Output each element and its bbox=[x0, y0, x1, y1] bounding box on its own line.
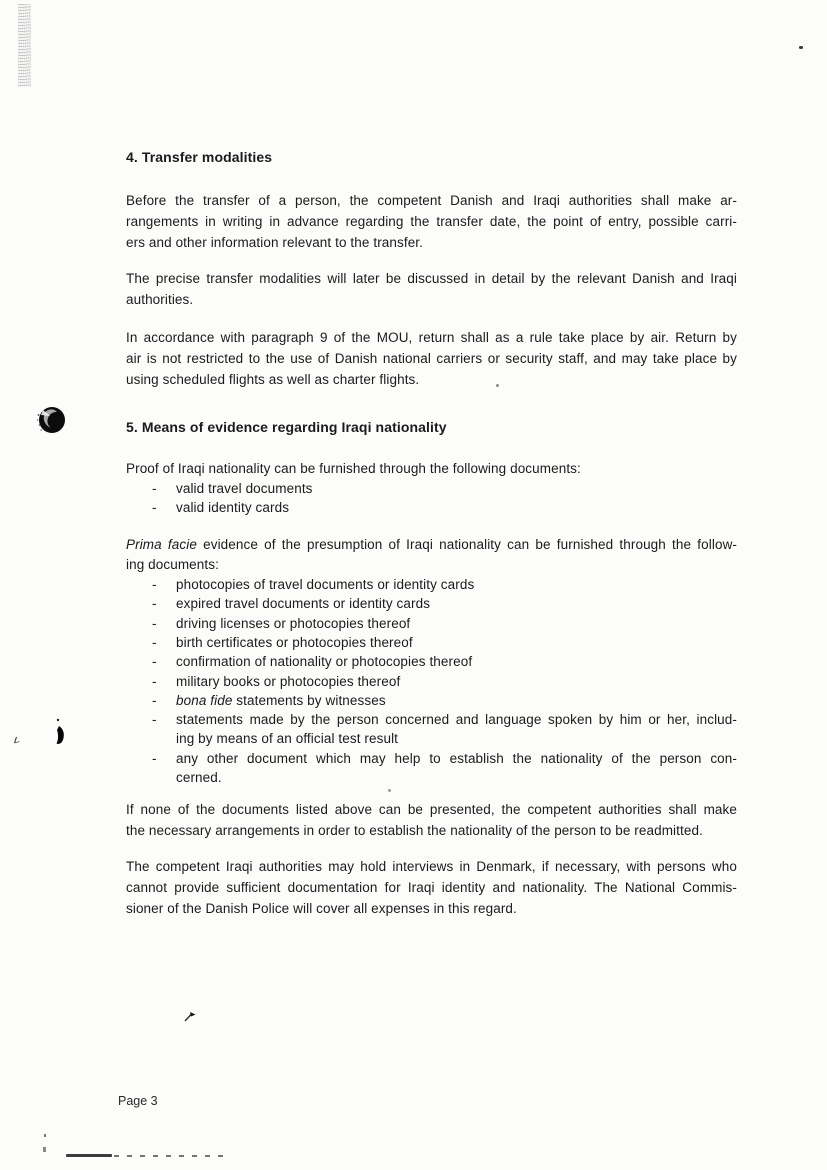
list-item-any-other-document: - any other document which may help to establish the nationality of the person con- cerned. bbox=[152, 750, 737, 786]
dash-bullet: - bbox=[152, 634, 157, 650]
scan-artifact-speck bbox=[43, 1147, 46, 1152]
latin-term: Prima facie bbox=[126, 537, 197, 553]
section-heading-transfer-modalities: 4. Transfer modalities bbox=[126, 149, 273, 165]
list-item-text: photocopies of travel documents or identity cards bbox=[176, 577, 475, 593]
section-heading-means-of-evidence: 5. Means of evidence regarding Iraqi nationality bbox=[126, 419, 447, 435]
dash-bullet: - bbox=[152, 654, 157, 670]
dash-bullet: - bbox=[152, 673, 157, 689]
scan-artifact-speck bbox=[44, 1134, 46, 1137]
scan-artifact-ink-comma bbox=[48, 716, 68, 750]
scan-artifact-ink-blob bbox=[36, 402, 66, 438]
scan-artifact-speck-mark bbox=[13, 734, 22, 745]
dash-bullet: - bbox=[152, 596, 157, 612]
list-item bbox=[126, 594, 737, 613]
list-item-statements: - statements made by the person concerned and language spoken by him or her, includ- ing by means of an official test result bbox=[152, 712, 737, 747]
paragraph-proof-intro: Proof of Iraqi nationality can be furnished through the following documents: bbox=[126, 461, 581, 476]
latin-term: bona fide bbox=[176, 692, 233, 708]
list-item-text: military books or photocopies thereof bbox=[176, 673, 401, 689]
paragraph-transfer-arrangements: Before the transfer of a person, the competent Danish and Iraqi authorities shall make ar- rangements in writing in advance regarding the transfer date, the point of entry, possible carri- ers and other information relevant to the transfer. bbox=[126, 193, 737, 250]
paragraph-interviews-in-denmark: The competent Iraqi authorities may hold interviews in Denmark, if necessary, with persons who cannot provide sufficient documentation for Iraqi identity and nationality. The National Commis- sioner of the Danish Police will cover all expenses in this regard. bbox=[126, 859, 737, 917]
dash-bullet: - bbox=[152, 499, 157, 515]
list-item-text: expired travel documents or identity cards bbox=[176, 596, 431, 612]
dash-bullet: - bbox=[152, 480, 157, 496]
list-item-text: statements by witnesses bbox=[232, 692, 386, 708]
list-item bbox=[126, 652, 737, 671]
scan-artifact-bottom-smudge bbox=[66, 1151, 226, 1159]
list-item-text: confirmation of nationality or photocopies thereof bbox=[176, 654, 473, 670]
dash-bullet: - bbox=[152, 577, 157, 593]
paragraph-prima-facie-intro: Prima facie evidence of the presumption of Iraqi nationality can be furnished through the follow- ing documents: bbox=[126, 537, 738, 573]
scan-artifact-binding-strip bbox=[18, 4, 31, 87]
list-item bbox=[126, 672, 737, 691]
list-item bbox=[126, 575, 737, 594]
paragraph-return-by-air: In accordance with paragraph 9 of the MOU, return shall as a rule take place by air. Return by air is not restricted to the use of Danish national carriers or security staff, and may take place by using scheduled flights as well as charter flights. bbox=[126, 330, 737, 387]
dash-bullet: - bbox=[152, 615, 157, 631]
scan-artifact-dot bbox=[799, 46, 803, 49]
list-item-text: valid identity cards bbox=[176, 499, 290, 515]
document-body bbox=[126, 147, 737, 919]
list-item bbox=[126, 614, 737, 633]
page-number: Page 3 bbox=[118, 1094, 158, 1108]
paragraph-if-none-presented: If none of the documents listed above can be presented, the competent authorities shall make the necessary arrangements in order to establish the nationality of the person to be readmitted. bbox=[126, 802, 737, 839]
scan-artifact-fleck bbox=[183, 1010, 198, 1023]
list-item-bona-fide bbox=[126, 691, 737, 710]
list-item bbox=[126, 479, 737, 498]
list-item bbox=[126, 633, 737, 652]
prima-facie-evidence-list bbox=[126, 575, 737, 787]
list-item bbox=[126, 498, 737, 517]
proof-documents-list bbox=[126, 479, 737, 518]
list-item-text: valid travel documents bbox=[176, 480, 313, 496]
paragraph-precise-modalities: The precise transfer modalities will later be discussed in detail by the relevant Danish and Iraqi authorities. bbox=[126, 271, 737, 307]
dash-bullet: - bbox=[152, 692, 157, 708]
list-item-text: driving licenses or photocopies thereof bbox=[176, 615, 411, 631]
dash-bullet: - bbox=[152, 750, 157, 766]
dash-bullet: - bbox=[152, 712, 157, 728]
list-item-text: birth certificates or photocopies thereof bbox=[176, 634, 413, 650]
